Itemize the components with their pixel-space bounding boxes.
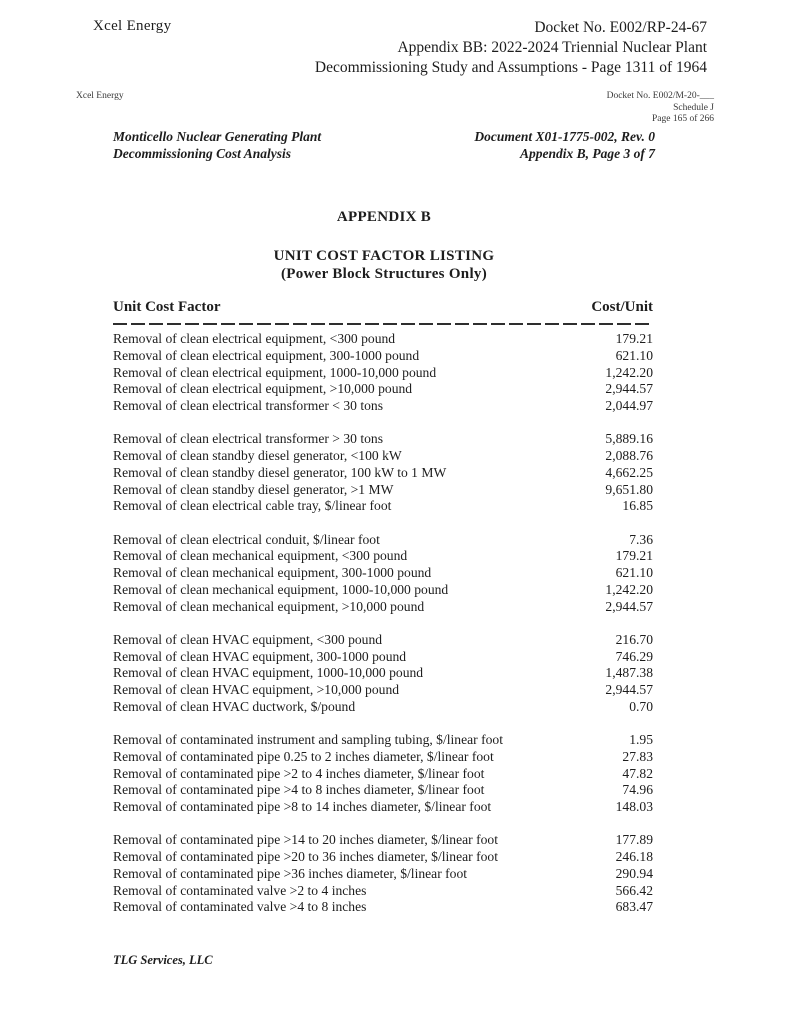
column-header-unit-cost-factor: Unit Cost Factor xyxy=(113,299,221,315)
table-row xyxy=(113,482,653,499)
table-group xyxy=(113,431,653,515)
table-row xyxy=(113,883,653,900)
plant-title-block xyxy=(113,128,321,162)
cost-per-unit-value: 566.42 xyxy=(615,882,653,898)
table-row xyxy=(113,766,653,783)
unit-cost-factor-label: Removal of clean HVAC ductwork, $/pound xyxy=(113,698,356,714)
table-group xyxy=(113,331,653,415)
table-row xyxy=(113,599,653,616)
table-row xyxy=(113,866,653,883)
unit-cost-factor-label: Removal of clean electrical transformer > 30 tons xyxy=(113,431,383,447)
cost-per-unit-value: 2,044.97 xyxy=(605,398,653,413)
cost-per-unit-value: 0.70 xyxy=(629,698,653,714)
table-row xyxy=(113,431,653,448)
analysis-title: Decommissioning Cost Analysis xyxy=(113,146,292,161)
cost-per-unit-value: 74.96 xyxy=(622,782,653,798)
unit-cost-factor-label: Removal of clean electrical equipment, 300-1000 pound xyxy=(113,347,420,363)
cost-per-unit-value: 1,242.20 xyxy=(605,581,653,597)
table-row xyxy=(113,899,653,916)
unit-cost-factor-label: Removal of contaminated pipe 0.25 to 2 inches diameter, $/linear foot xyxy=(113,748,494,764)
cost-per-unit-value: 246.18 xyxy=(615,849,653,864)
unit-cost-factor-label: Removal of contaminated pipe >2 to 4 inches diameter, $/linear foot xyxy=(113,765,485,781)
document-number-block xyxy=(474,128,655,162)
cost-per-unit-value: 148.03 xyxy=(615,799,653,814)
cost-per-unit-value: 179.21 xyxy=(615,331,653,346)
cost-per-unit-value: 47.82 xyxy=(622,765,653,781)
inner-docket-number: Docket No. E002/M-20-___ xyxy=(606,91,714,101)
table-group xyxy=(113,732,653,816)
unit-cost-factor-label: Removal of clean electrical transformer < 30 tons xyxy=(113,398,383,413)
table-row xyxy=(113,465,653,482)
unit-cost-factor-label: Removal of contaminated valve >4 to 8 inches xyxy=(113,899,367,915)
table-row xyxy=(113,749,653,766)
unit-cost-factor-label: Removal of clean mechanical equipment, 1000-10,000 pound xyxy=(113,581,449,597)
table-row xyxy=(113,532,653,549)
table-row xyxy=(113,331,653,348)
table-header-dashed-rule xyxy=(113,323,653,325)
cost-per-unit-value: 1,487.38 xyxy=(605,665,653,681)
unit-cost-factor-label: Removal of clean standby diesel generator, 100 kW to 1 MW xyxy=(113,464,447,480)
appendix-heading: APPENDIX B xyxy=(336,209,432,225)
cost-per-unit-value: 746.29 xyxy=(615,648,653,664)
table-row xyxy=(113,381,653,398)
table-group xyxy=(113,832,653,916)
cost-per-unit-value: 290.94 xyxy=(615,865,653,881)
table-row xyxy=(113,448,653,465)
footer-company: TLG Services, LLC xyxy=(113,953,213,967)
cost-per-unit-value: 1.95 xyxy=(629,732,653,747)
cost-per-unit-value: 2,944.57 xyxy=(605,682,653,697)
unit-cost-factor-label: Removal of clean electrical equipment, 1000-10,000 pound xyxy=(113,364,437,380)
table-row xyxy=(113,365,653,382)
table-row xyxy=(113,548,653,565)
table-header xyxy=(113,299,653,316)
inner-page-number: Page 165 of 266 xyxy=(651,114,714,124)
table-row xyxy=(113,832,653,849)
appendix-bb-line: Appendix BB: 2022-2024 Triennial Nuclear Plant xyxy=(397,39,707,56)
docket-number-line: Docket No. E002/RP-24-67 xyxy=(534,19,707,36)
unit-cost-factor-label: Removal of contaminated pipe >36 inches diameter, $/linear foot xyxy=(113,865,468,881)
table-row xyxy=(113,348,653,365)
cost-per-unit-value: 27.83 xyxy=(622,748,653,764)
table-row xyxy=(113,649,653,666)
outer-company-name: Xcel Energy xyxy=(93,18,172,34)
unit-cost-factor-label: Removal of clean mechanical equipment, <300 pound xyxy=(113,548,408,564)
table-row xyxy=(113,398,653,415)
cost-per-unit-value: 621.10 xyxy=(615,347,653,363)
table-row xyxy=(113,632,653,649)
table-group xyxy=(113,532,653,616)
unit-cost-factor-label: Removal of clean standby diesel generator, >1 MW xyxy=(113,481,394,497)
inner-company-name: Xcel Energy xyxy=(76,91,124,101)
document-title-row xyxy=(113,128,655,162)
unit-cost-factor-label: Removal of clean HVAC equipment, <300 pound xyxy=(113,631,383,647)
cost-per-unit-value: 7.36 xyxy=(629,531,653,547)
unit-cost-factor-label: Removal of clean standby diesel generator, <100 kW xyxy=(113,448,402,463)
cost-per-unit-value: 2,944.57 xyxy=(605,598,653,614)
plant-name: Monticello Nuclear Generating Plant xyxy=(113,129,322,144)
cost-per-unit-value: 1,242.20 xyxy=(605,364,653,380)
table-row xyxy=(113,665,653,682)
table-row xyxy=(113,799,653,816)
unit-cost-factor-label: Removal of contaminated valve >2 to 4 inches xyxy=(113,882,367,898)
unit-cost-factor-label: Removal of clean electrical cable tray, $/linear foot xyxy=(113,498,392,514)
table-row xyxy=(113,682,653,699)
inner-small-header xyxy=(76,91,714,126)
unit-cost-factor-label: Removal of clean mechanical equipment, 300-1000 pound xyxy=(113,565,432,580)
unit-cost-factor-label: Removal of contaminated pipe >20 to 36 inches diameter, $/linear foot xyxy=(113,849,498,864)
listing-subtitle-line: (Power Block Structures Only) xyxy=(280,266,488,282)
table-row xyxy=(113,849,653,866)
unit-cost-factor-label: Removal of clean HVAC equipment, >10,000 pound xyxy=(113,682,400,697)
cost-per-unit-value: 179.21 xyxy=(615,548,653,564)
cost-per-unit-value: 177.89 xyxy=(615,832,653,848)
table-row xyxy=(113,732,653,749)
listing-title-line: UNIT COST FACTOR LISTING xyxy=(273,248,495,264)
cost-per-unit-value: 621.10 xyxy=(615,565,653,580)
table-row xyxy=(113,498,653,515)
outer-header xyxy=(93,18,707,78)
unit-cost-factor-label: Removal of clean mechanical equipment, >10,000 pound xyxy=(113,598,425,614)
column-header-cost-per-unit: Cost/Unit xyxy=(591,299,653,315)
cost-per-unit-value: 4,662.25 xyxy=(605,464,653,480)
table-row xyxy=(113,699,653,716)
unit-cost-factor-label: Removal of clean HVAC equipment, 300-1000 pound xyxy=(113,648,407,664)
unit-cost-factor-label: Removal of clean HVAC equipment, 1000-10,000 pound xyxy=(113,665,424,681)
cost-per-unit-value: 683.47 xyxy=(615,899,653,915)
unit-cost-factor-label: Removal of contaminated pipe >4 to 8 inches diameter, $/linear foot xyxy=(113,782,485,798)
inner-docket-block xyxy=(607,91,714,126)
table-body xyxy=(113,331,653,933)
unit-cost-factor-label: Removal of clean electrical equipment, >10,000 pound xyxy=(113,381,413,397)
table-row xyxy=(113,582,653,599)
table-row xyxy=(113,782,653,799)
cost-per-unit-value: 216.70 xyxy=(615,631,653,647)
unit-cost-factor-label: Removal of clean electrical equipment, <300 pound xyxy=(113,331,396,346)
table-group xyxy=(113,632,653,716)
unit-cost-factor-label: Removal of contaminated pipe >8 to 14 inches diameter, $/linear foot xyxy=(113,799,492,814)
listing-heading xyxy=(113,247,655,283)
cost-per-unit-value: 2,088.76 xyxy=(605,448,653,463)
table-row xyxy=(113,565,653,582)
outer-docket-block xyxy=(315,18,707,78)
cost-per-unit-value: 2,944.57 xyxy=(605,381,653,397)
document-number: Document X01-1775-002, Rev. 0 xyxy=(474,129,655,144)
cost-per-unit-value: 5,889.16 xyxy=(605,431,653,447)
unit-cost-factor-label: Removal of clean electrical conduit, $/linear foot xyxy=(113,531,380,547)
appendix-page-ref: Appendix B, Page 3 of 7 xyxy=(520,146,655,161)
unit-cost-factor-label: Removal of contaminated instrument and sampling tubing, $/linear foot xyxy=(113,732,503,747)
study-page-line: Decommissioning Study and Assumptions - Page 1311 of 1964 xyxy=(314,59,707,76)
inner-schedule: Schedule J xyxy=(673,102,714,113)
unit-cost-factor-label: Removal of contaminated pipe >14 to 20 inches diameter, $/linear foot xyxy=(113,832,498,848)
cost-per-unit-value: 16.85 xyxy=(622,498,653,514)
cost-per-unit-value: 9,651.80 xyxy=(605,481,653,497)
